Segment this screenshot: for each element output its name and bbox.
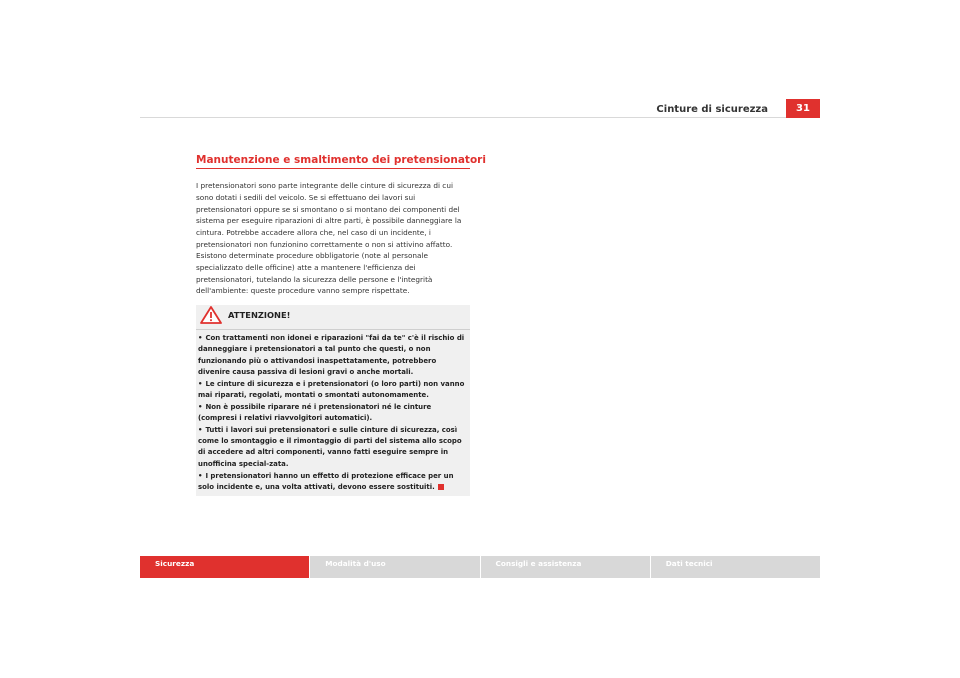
warning-item: • Tutti i lavori sui pretensionatori e sulle cinture di sicurezza, così come lo smontaggio e il rimontaggio di parti del sistema allo scopo di accedere ad altri componenti, vanno fatti eseguire sempre in unofficina special-zata.: [198, 425, 462, 468]
bullet-icon: •: [198, 379, 203, 388]
footer-tab-consigli-assistenza[interactable]: Consigli e assistenza: [481, 556, 650, 578]
footer-tab-sicurezza[interactable]: Sicurezza: [140, 556, 309, 578]
footer-tab-dati-tecnici[interactable]: Dati tecnici: [651, 556, 820, 578]
end-of-section-icon: [438, 484, 444, 490]
paragraph: Esistono determinate procedure obbligatorie (note al personale specializzato delle officine) atte a mantenere l'efficienza dei pretensionatori, tutelando la sicurezza delle persone e l'integrità dell'ambiente: queste procedure vanno sempre rispettate.: [196, 251, 433, 296]
chapter-title: Cinture di sicurezza: [656, 104, 768, 115]
bullet-icon: •: [198, 471, 203, 480]
bullet-icon: •: [198, 425, 203, 434]
warning-title: ATTENZIONE!: [228, 309, 291, 320]
warning-triangle-icon: [200, 306, 222, 324]
warning-item: • Le cinture di sicurezza e i pretensionatori (o loro parti) non vanno mai riparati, regolati, montati o smontati autonomamente.: [198, 379, 465, 399]
header-divider: [140, 117, 820, 118]
warning-item: • I pretensionatori hanno un effetto di protezione efficace per un solo incidente e, una volta attivati, devono essere sostituiti.: [198, 471, 454, 491]
bullet-icon: •: [198, 402, 203, 411]
section-title: Manutenzione e smaltimento dei pretensionatori: [196, 154, 470, 169]
paragraph: I pretensionatori sono parte integrante delle cinture di sicurezza di cui sono dotati i sedili del veicolo. Se si effettuano dei lavori sui pretensionatori oppure se si smontano o si montano dei componenti del sistema per eseguire riparazioni di altre parti, è possibile danneggiare la cintura. Potrebbe accadere allora che, nel caso di un incidente, i pretensionatori non funzionino correttamente o non si attivino affatto.: [196, 181, 462, 249]
page-number-badge: 31: [786, 99, 820, 118]
warning-box: [196, 305, 470, 496]
footer-navigation: [140, 556, 820, 578]
warning-header: [196, 305, 470, 324]
bullet-icon: •: [198, 334, 203, 342]
warning-item: • Non è possibile riparare né i pretensionatori né le cinture (compresi i relativi riavvolgitori automatici).: [198, 402, 432, 423]
warning-list: [196, 329, 470, 494]
warning-item: • Con trattamenti non idonei e riparazioni "fai da te" c'è il rischio di danneggiare i pretensionatori a tal punto che questi, o non funzionando più o attivandosi inaspettatamente, potrebbero divenire causa passiva di lesioni gravi o anche mortali.: [198, 334, 465, 376]
footer-tab-modalita-uso[interactable]: Modalità d'uso: [310, 556, 479, 578]
